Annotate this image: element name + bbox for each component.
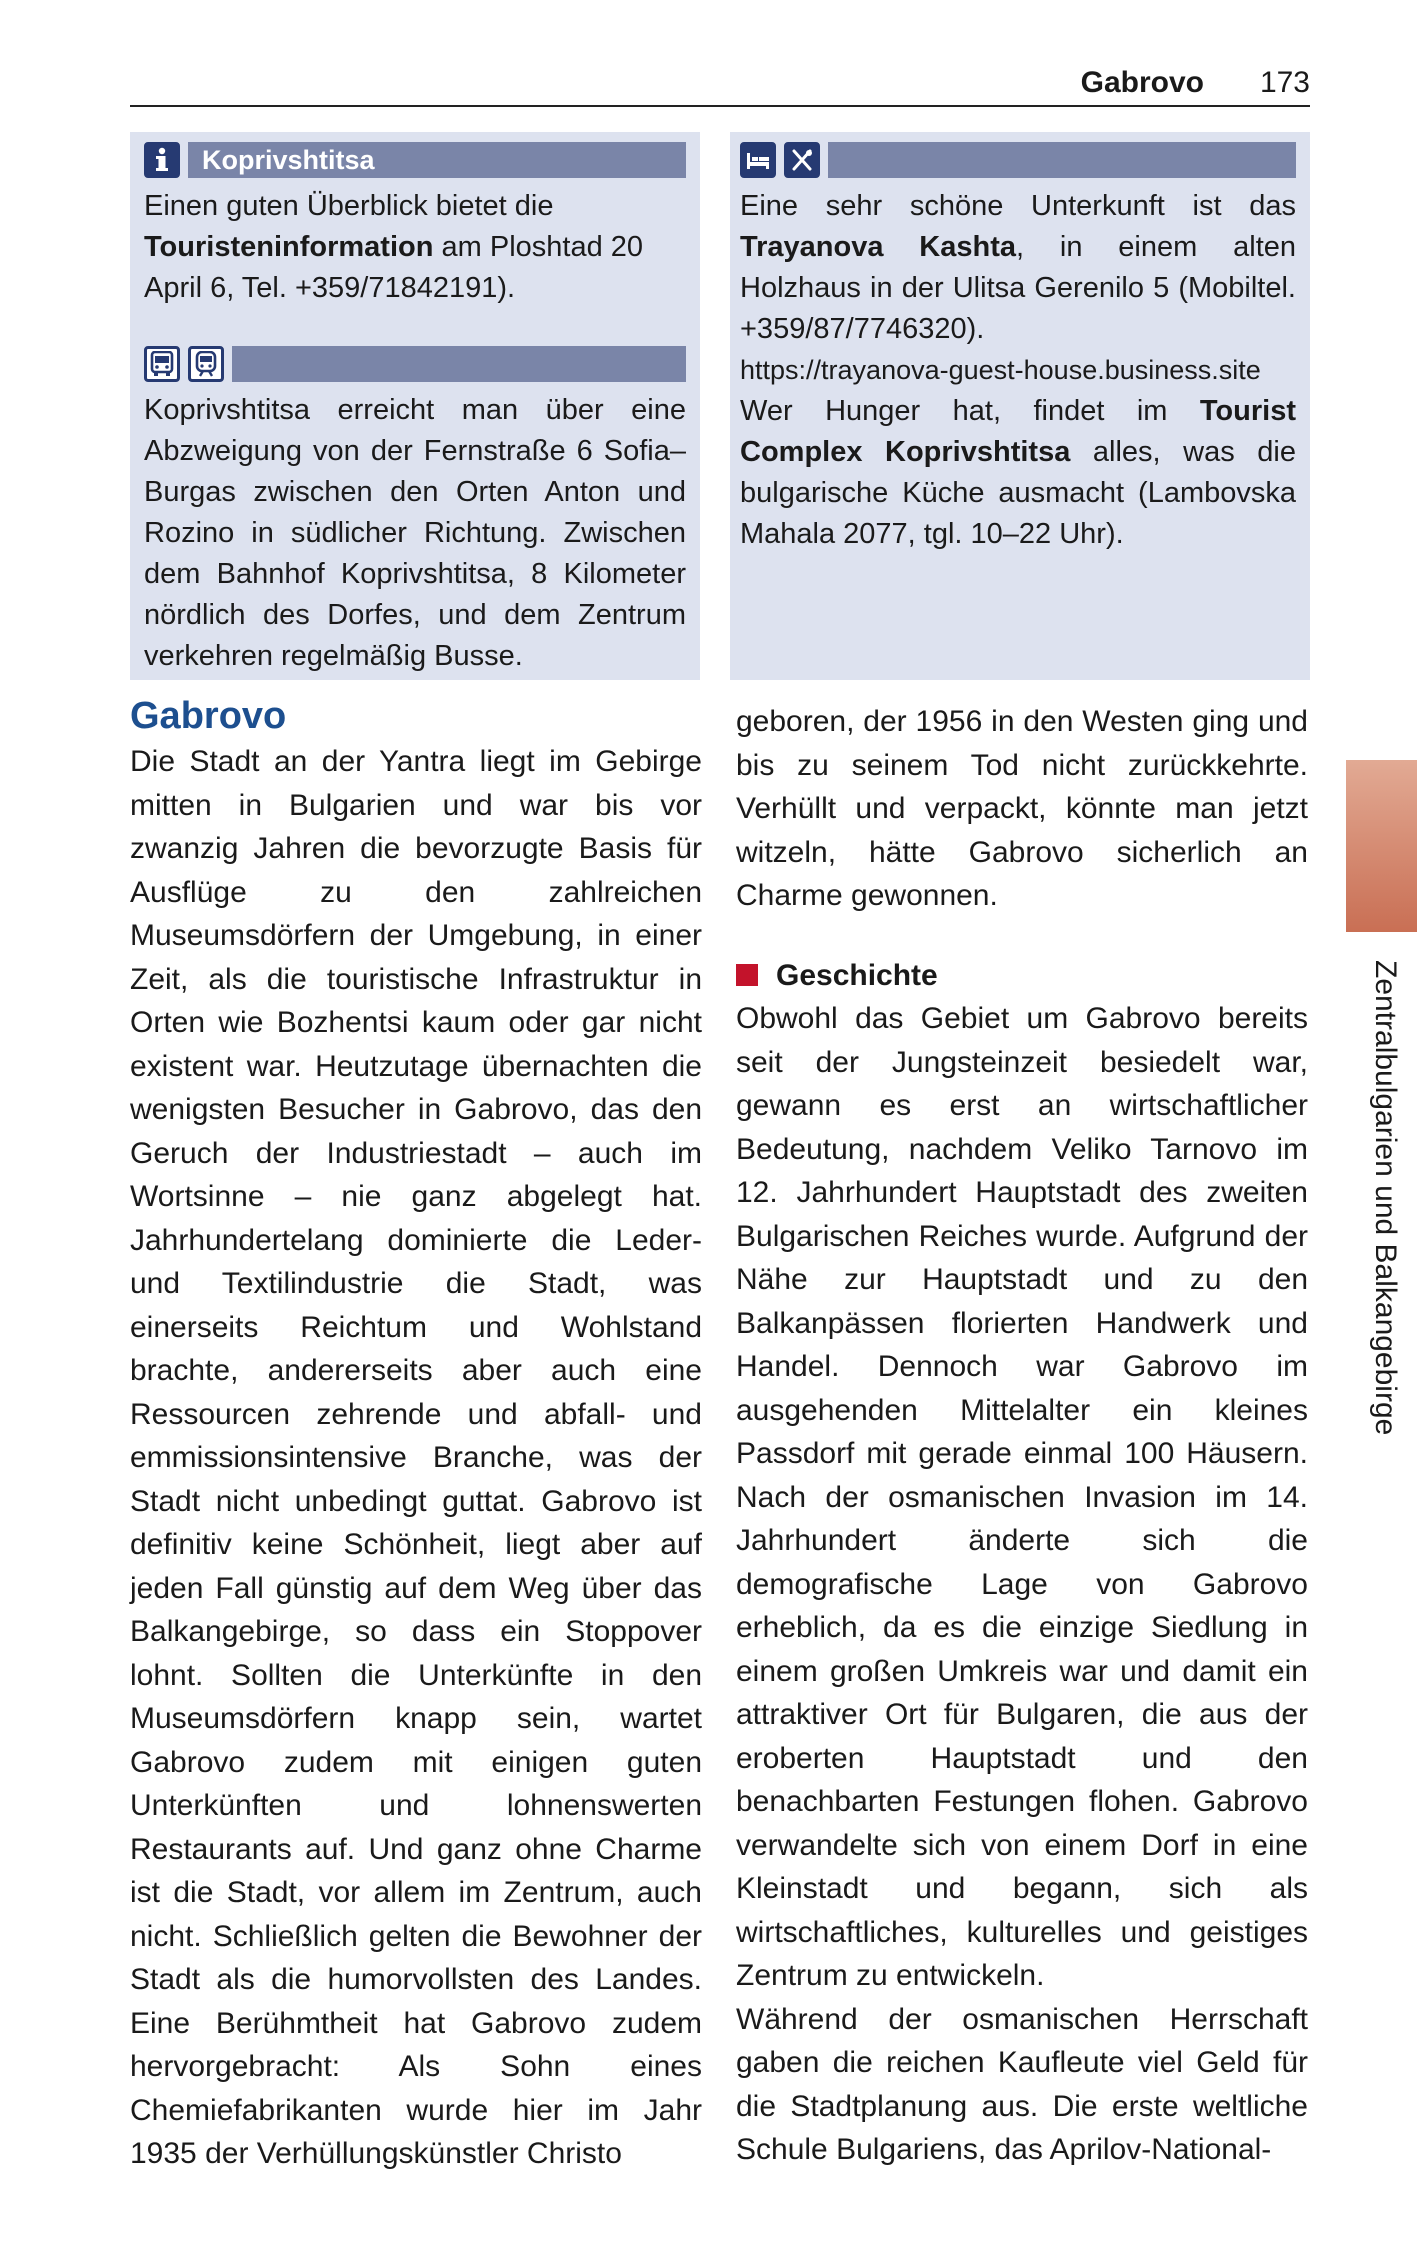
- info-box-title: Koprivshtitsa: [202, 145, 375, 175]
- guesthouse-name: Trayanova Kashta: [740, 231, 1017, 263]
- bus-icon: [144, 346, 180, 382]
- restaurant-name: Tourist Complex Koprivshtitsa: [740, 395, 1296, 468]
- accommodation-bar: [828, 142, 1296, 178]
- info-box-title-bar: [188, 142, 686, 178]
- info-box-accommodation: [730, 132, 1310, 680]
- chapter-thumb-tab: [1346, 760, 1417, 932]
- cutlery-icon: [784, 142, 820, 178]
- history-paragraph: Obwohl das Gebiet um Gabrovo bereits seit der Jungsteinzeit besiedelt war, gewann es erst an wirtschaftlicher Bedeutung, nachdem Veliko Tarnovo im 12. Jahrhundert Hauptstadt des zweiten Bulgarischen Reiches wurde. Aufgrund der Nähe zur Hauptstadt und zu den Balkanpässen florierten Handwerk und Handel. Dennoch war Gabrovo im ausgehenden Mittelalter ein kleines Passdorf mit gerade einmal 100 Häusern. Nach der osmanischen Invasion im 14. Jahrhundert änderte sich die demografische Lage von Gabrovo erheblich, da es die einzige Siedlung in einem großen Umkreis war und damit ein attraktiver Ort für Bulgaren, die aus der eroberten Hauptstadt und den benachbarten Festungen flohen. Gabrovo verwandelte sich von einem Dorf in eine Kleinstadt und begann, sich als wirtschaftliches, kulturelles und geistiges Zentrum zu entwickeln.: [736, 1002, 1308, 1992]
- info-paragraph: [144, 186, 686, 309]
- red-square-marker: [736, 964, 758, 986]
- restaurant-text-end: alles, was die bulgarische Küche ausmacht (Lambovska Mahala 2077, tgl. 10–22 Uhr).: [740, 436, 1296, 550]
- chapter-side-label-text: Zentralbulgarien und Balkangebirge: [1369, 960, 1402, 1436]
- info-box-koprivshtitsa: [130, 132, 700, 680]
- restaurant-text-start: Wer Hunger hat, findet im: [740, 395, 1200, 427]
- history-paragraph-2: Während der osmanischen Herrschaft gaben die reichen Kaufleute viel Geld für die Stadtplanung aus. Die erste weltliche Schule Bulgariens, das Aprilov-National-: [736, 2002, 1308, 2166]
- section-title: Gabrovo: [1080, 66, 1204, 99]
- chapter-side-label: [1358, 960, 1417, 1480]
- info-text-start: Einen guten Überblick bietet die: [144, 190, 554, 222]
- accommodation-paragraph: [740, 186, 1296, 350]
- article-column-left: [130, 692, 702, 2176]
- info-text-end: am Ploshtad 20 April 6, Tel. +359/71842191).: [144, 231, 644, 304]
- info-text-bold: Touristeninformation: [144, 231, 434, 263]
- running-header: [130, 64, 1310, 108]
- history-subheading: [736, 954, 1308, 998]
- accommodation-text-end: , in einem alten Holzhaus in der Ulitsa Gerenilo 5 (Mobiltel. +359/87/7746320).: [740, 231, 1297, 345]
- restaurant-paragraph: [740, 391, 1296, 555]
- transport-bar: [232, 346, 686, 382]
- info-icon: [144, 142, 180, 178]
- guesthouse-url: https://trayanova-guest-house.business.site: [740, 355, 1261, 385]
- article-column-right: [736, 700, 1308, 2172]
- page-number: 173: [1259, 66, 1310, 99]
- accommodation-text-start: Eine sehr schöne Unterkunft ist das: [740, 190, 1296, 222]
- article-intro-paragraph: Die Stadt an der Yantra liegt im Gebirge mitten in Bulgarien und war bis vor zwanzig Jahren die bevorzugte Basis für Ausflüge zu den zahlreichen Museumsdörfern der Umgebung, in einer Zeit, als die touristische Infrastruktur in Orten wie Bozhentsi kaum oder gar nicht existent war. Heutzutage übernachten die wenigsten Besucher in Gabrovo, das den Geruch der Industriestadt – auch im Wortsinne – nie ganz abgelegt hat. Jahrhundertelang dominierte die Leder- und Textilindustrie die Stadt, was einerseits Reichtum und Wohlstand brachte, andererseits aber auch eine Ressourcen zehrende und abfall- und emmissionsintensive Branche, was der Stadt nicht unbedingt guttat. Gabrovo ist definitiv keine Schönheit, liegt aber auf jeden Fall günstig auf dem Weg über das Balkangebirge, so dass ein Stoppover lohnt. Sollten die Unterkünfte in den Museumsdörfern knapp sein, wartet Gabrovo zudem mit einigen guten Unterkünften und lohnenswerten Restaurants auf. Und ganz ohne Charme ist die Stadt, vor allem im Zentrum, auch nicht. Schließlich gelten die Bewohner der Stadt als die humorvollsten des Landes. Eine Berühmtheit hat Gabrovo zudem hervorgebracht: Als Sohn eines Chemiefabrikanten wurde hier im Jahr 1935 der Verhüllungskünstler Christo: [130, 745, 702, 2170]
- article-continued-paragraph: geboren, der 1956 in den Westen ging und bis zu seinem Tod nicht zurückkehrte. Verhüllt und verpackt, könnte man jetzt witzeln, hätte Gabrovo sicherlich an Charme gewonnen.: [736, 705, 1308, 912]
- bed-icon: [740, 142, 776, 178]
- header-rule: [130, 105, 1310, 107]
- transport-paragraph: Koprivshtitsa erreicht man über eine Abzweigung von der Fernstraße 6 Sofia–Burgas zwischen den Orten Anton und Rozino in südlicher Richtung. Zwischen dem Bahnhof Koprivshtitsa, 8 Kilometer nördlich des Dorfes, und dem Zentrum verkehren regelmäßig Busse.: [144, 394, 686, 672]
- train-icon: [188, 346, 224, 382]
- article-heading: Gabrovo: [130, 695, 287, 737]
- history-subheading-text: Geschichte: [776, 958, 938, 992]
